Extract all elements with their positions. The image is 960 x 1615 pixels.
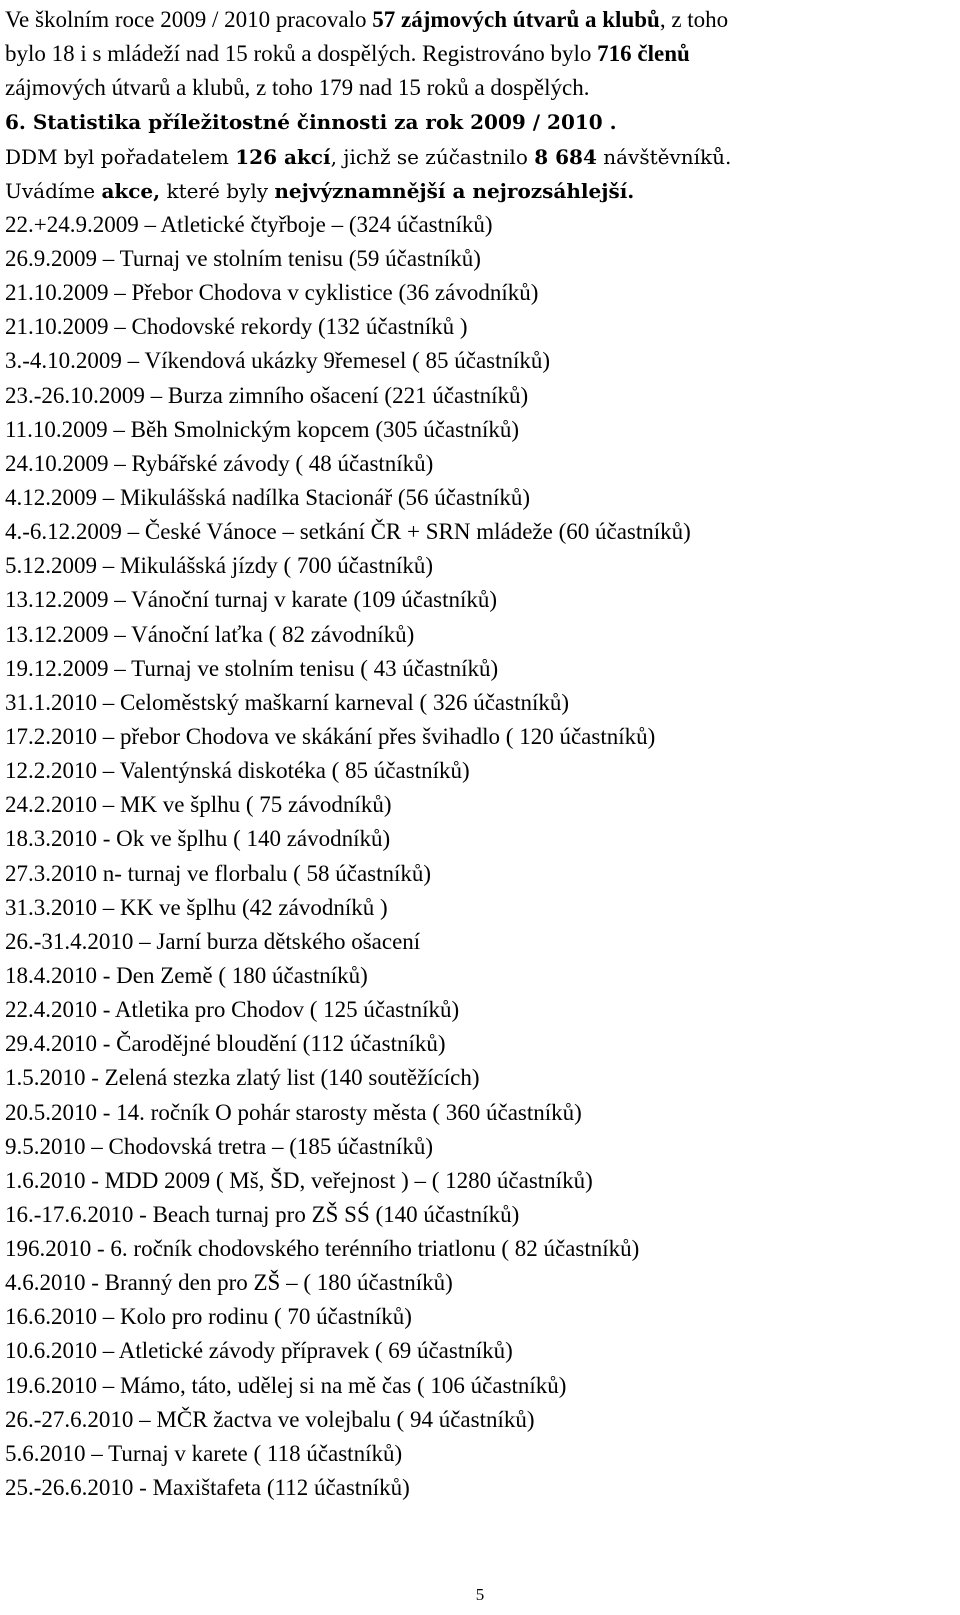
event-item: 13.12.2009 – Vánoční laťka ( 82 závodníků) <box>5 621 415 647</box>
section-title: 6. Statistika příležitostné činnosti za rok 2009 / 2010 . <box>5 110 617 135</box>
stats-text: , jichž se zúčastnilo <box>330 144 535 169</box>
event-item: 18.4.2010 - Den Země ( 180 účastníků) <box>5 962 368 988</box>
event-item: 196.2010 - 6. ročník chodovského terénního triatlonu ( 82 účastníků) <box>5 1236 640 1262</box>
stats-bold: akce, <box>101 178 161 203</box>
event-item: 4.6.2010 - Branný den pro ZŠ – ( 180 účastníků) <box>5 1270 453 1296</box>
events-list <box>5 208 955 1505</box>
stats-line-2 <box>5 174 955 208</box>
visitors-count: 8 684 <box>534 144 597 169</box>
event-item: 9.5.2010 – Chodovská tretra – (185 účastníků) <box>5 1133 433 1159</box>
event-item: 3.-4.10.2009 – Víkendová ukázky 9řemesel ( 85 účastníků) <box>5 348 551 374</box>
intro-line-3: zájmových útvarů a klubů, z toho 179 nad 15 roků a dospělých. <box>5 75 590 101</box>
event-item: 18.3.2010 - Ok ve šplhu ( 140 závodníků) <box>5 826 391 852</box>
events-count: 126 akcí <box>235 144 331 169</box>
intro-text: bylo 18 i s mládeží nad 15 roků a dospělých. Registrováno bylo <box>5 41 598 67</box>
event-item: 16.-17.6.2010 - Beach turnaj pro ZŠ SŚ (140 účastníků) <box>5 1201 520 1227</box>
stats-text: DDM byl pořadatelem <box>5 144 236 169</box>
intro-text: , z toho <box>659 7 729 32</box>
event-item: 20.5.2010 - 14. ročník O pohár starosty města ( 360 účastníků) <box>5 1099 582 1125</box>
event-item: 22.4.2010 - Atletika pro Chodov ( 125 účastníků) <box>5 997 460 1023</box>
page-content <box>5 3 955 1505</box>
section-heading <box>5 105 955 139</box>
intro-line-1 <box>5 3 955 37</box>
intro-text: Ve školním roce 2009 / 2010 pracovalo <box>5 7 373 32</box>
clubs-count: 57 zájmových útvarů a klubů <box>372 7 660 32</box>
event-item: 4.12.2009 – Mikulášská nadílka Stacionář (56 účastníků) <box>5 484 531 510</box>
members-count: 716 členů <box>597 41 690 67</box>
event-item: 31.3.2010 – KK ve šplhu (42 závodníků ) <box>5 894 388 920</box>
stats-text: které byly <box>160 178 275 203</box>
event-item: 19.12.2009 – Turnaj ve stolním tenisu ( 43 účastníků) <box>5 655 499 681</box>
event-item: 16.6.2010 – Kolo pro rodinu ( 70 účastníků) <box>5 1304 412 1330</box>
event-item: 10.6.2010 – Atletické závody přípravek ( 69 účastníků) <box>5 1338 513 1364</box>
event-item: 13.12.2009 – Vánoční turnaj v karate (109 účastníků) <box>5 587 498 613</box>
event-item: 19.6.2010 – Mámo, táto, udělej si na mě čas ( 106 účastníků) <box>5 1372 567 1398</box>
event-item: 26.9.2009 – Turnaj ve stolním tenisu (59 účastníků) <box>5 245 481 271</box>
event-item: 21.10.2009 – Chodovské rekordy (132 účastníků ) <box>5 314 468 340</box>
event-item: 26.-27.6.2010 – MČR žactva ve volejbalu ( 94 účastníků) <box>5 1406 535 1432</box>
event-item: 21.10.2009 – Přebor Chodova v cyklistice (36 závodníků) <box>5 280 539 306</box>
event-item: 31.1.2010 – Celoměstský maškarní karneval ( 326 účastníků) <box>5 689 570 715</box>
event-item: 25.-26.6.2010 - Maxištafeta (112 účastníků) <box>5 1475 410 1501</box>
event-item: 26.-31.4.2010 – Jarní burza dětského ošacení <box>5 928 421 954</box>
event-item: 4.-6.12.2009 – České Vánoce – setkání ČR + SRN mládeže (60 účastníků) <box>5 519 691 545</box>
event-item: 1.5.2010 - Zelená stezka zlatý list (140 soutěžících) <box>5 1065 480 1091</box>
event-item: 27.3.2010 n- turnaj ve florbalu ( 58 účastníků) <box>5 860 432 886</box>
event-item: 12.2.2010 – Valentýnská diskotéka ( 85 účastníků) <box>5 758 470 784</box>
event-item: 29.4.2010 - Čarodějné bloudění (112 účastníků) <box>5 1031 446 1057</box>
intro-line-2 <box>5 37 955 71</box>
event-item: 24.10.2009 – Rybářské závody ( 48 účastníků) <box>5 450 434 476</box>
page-number: 5 <box>475 1585 485 1604</box>
event-item: 22.+24.9.2009 – Atletické čtyřboje – (324 účastníků) <box>5 211 493 237</box>
event-item: 5.6.2010 – Turnaj v karete ( 118 účastníků) <box>5 1440 403 1466</box>
event-item: 1.6.2010 - MDD 2009 ( Mš, ŠD, veřejnost ) – ( 1280 účastníků) <box>5 1167 593 1193</box>
stats-bold: nejvýznamnější a nejrozsáhlejší. <box>274 178 635 203</box>
event-item: 11.10.2009 – Běh Smolnickým kopcem (305 účastníků) <box>5 416 520 442</box>
event-item: 17.2.2010 – přebor Chodova ve skákání přes švihadlo ( 120 účastníků) <box>5 723 656 749</box>
stats-text: návštěvníků. <box>596 144 732 169</box>
event-item: 24.2.2010 – MK ve šplhu ( 75 závodníků) <box>5 792 392 818</box>
event-item: 23.-26.10.2009 – Burza zimního ošacení (221 účastníků) <box>5 382 529 408</box>
stats-line-1 <box>5 140 955 174</box>
event-item: 5.12.2009 – Mikulášská jízdy ( 700 účastníků) <box>5 553 434 579</box>
stats-text: Uvádíme <box>5 178 102 203</box>
